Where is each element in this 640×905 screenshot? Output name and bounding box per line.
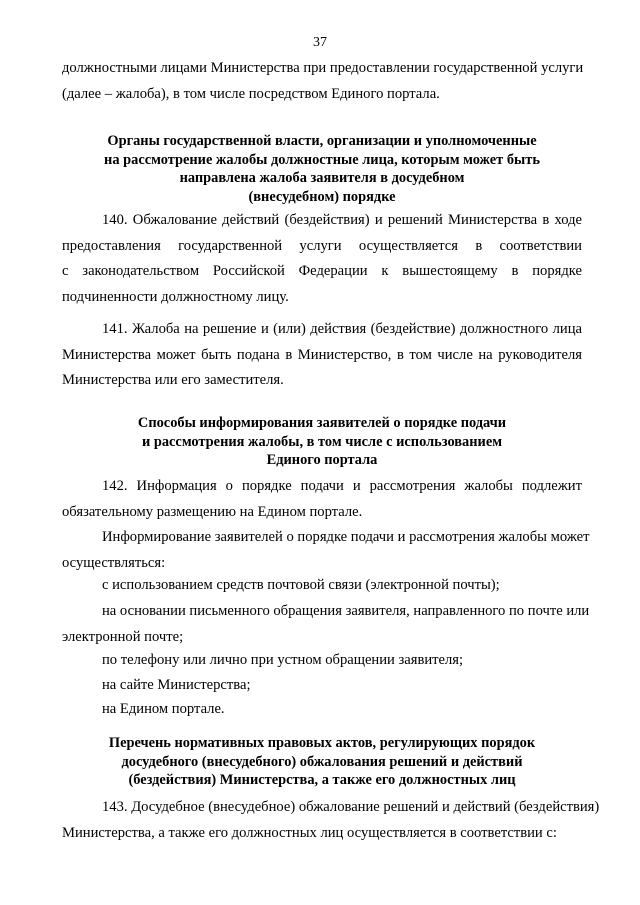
text-line: Информирование заявителей о порядке подачи и рассмотрения жалобы может (102, 529, 590, 545)
heading-line: на рассмотрение жалобы должностные лица, которым может быть (104, 151, 540, 168)
text-line: на основании письменного обращения заявителя, направленного по почте или (102, 603, 590, 619)
text-line: электронной почте; (62, 628, 184, 645)
section-heading-methods (62, 414, 582, 470)
text-line: Министерства может быть подана в Министерство, в том числе на руководителя (62, 346, 582, 363)
heading-line: Единого портала (266, 452, 378, 468)
list-item-site (62, 673, 582, 699)
text-line: с законодательством Российской Федерации к вышестоящему в порядке (62, 263, 582, 280)
text-line: (далее – жалоба), в том числе посредством Единого портала. (62, 85, 440, 102)
heading-line: (внесудебном) порядке (248, 188, 396, 205)
section-heading-bodies (62, 132, 582, 206)
text-line: 141. Жалоба на решение и (или) действия (бездействие) должностного лица (102, 321, 582, 337)
list-item-written (62, 599, 590, 650)
paragraph-141 (62, 317, 582, 394)
text-line: Министерства или его заместителя. (62, 372, 284, 389)
heading-line: Перечень нормативных правовых актов, регулирующих порядок (108, 735, 536, 751)
text-line: на сайте Министерства; (102, 677, 251, 693)
text-line: с использованием средств почтовой связи (электронной почты); (102, 577, 500, 593)
paragraph-143 (62, 795, 600, 846)
text-line: на Едином портале. (102, 701, 225, 717)
paragraph-inform (62, 525, 590, 576)
paragraph-142 (62, 474, 582, 525)
list-item-portal (62, 697, 582, 723)
paragraph-intro (62, 56, 582, 107)
section-heading-legal-acts (62, 734, 582, 790)
text-line: 140. Обжалование действий (бездействия) и решений Министерства в ходе (102, 212, 582, 228)
text-line: 143. Досудебное (внесудебное) обжалование решений и действий (бездействия) (102, 799, 600, 815)
heading-line: Способы информирования заявителей о порядке подачи (137, 415, 507, 431)
text-line: должностными лицами Министерства при предоставлении государственной услуги (62, 60, 584, 76)
text-line: обязательному размещению на Едином портале. (62, 503, 363, 520)
heading-line: (бездействия) Министерства, а также его должностных лиц (128, 772, 516, 788)
heading-line: и рассмотрения жалобы, в том числе с использованием (141, 433, 503, 450)
text-line: осуществляться: (62, 554, 166, 571)
page-number: 37 (313, 35, 327, 50)
heading-line: направлена жалоба заявителя в досудебном (179, 170, 465, 186)
text-line: предоставления государственной услуги осуществляется в соответствии (62, 237, 582, 254)
text-line: Министерства, а также его должностных лиц осуществляется в соответствии с: (62, 824, 557, 841)
heading-line: досудебного (внесудебного) обжалования решений и действий (121, 753, 523, 770)
text-line: подчиненности должностному лицу. (62, 288, 289, 305)
heading-line: Органы государственной власти, организации и уполномоченные (107, 133, 537, 149)
paragraph-140 (62, 208, 582, 310)
text-line: 142. Информация о порядке подачи и рассмотрения жалобы подлежит (102, 478, 582, 494)
text-line: по телефону или лично при устном обращении заявителя; (102, 652, 464, 668)
list-item-mail (62, 573, 582, 599)
list-item-phone (62, 648, 582, 674)
